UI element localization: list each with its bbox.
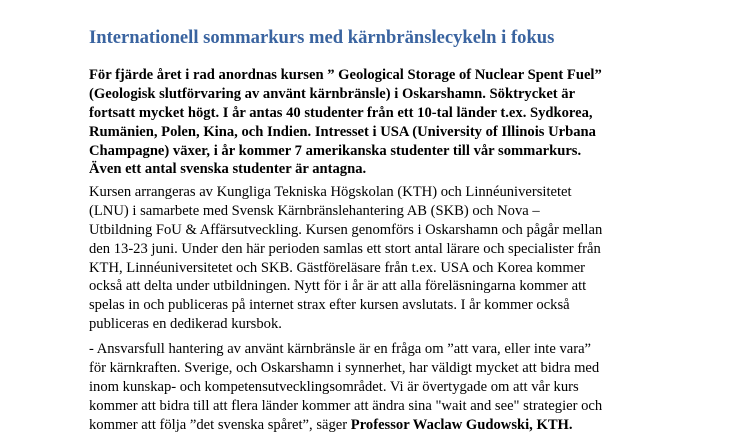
quote-line: inom kunskap- och kompetensutvecklingsområdet. Vi är övertygade om att vår kurs: [89, 378, 579, 395]
body-paragraph: [89, 183, 602, 334]
body-line: KTH, Linnéuniversitetet och SKB. Gästföreläsare från t.ex. USA och Korea kommer: [89, 259, 586, 276]
lead-line: Även ett antal svenska studenter är antagna.: [89, 161, 367, 178]
body-line: också att delta under utbildningen. Nytt för i år är att alla föreläsningarna kommer att: [89, 278, 587, 295]
quote-line: - Ansvarsfull hantering av använt kärnbränsle är en fråga om ”att vara, eller inte vara”: [89, 341, 592, 357]
article-title: Internationell sommarkurs med kärnbränslecykeln i fokus: [89, 27, 555, 48]
lead-line: Rumänien, Polen, Kina, och Indien. Intresset i USA (University of Illinois Urbana: [89, 123, 596, 140]
body-line: Utbildning FoU & Affärsutveckling. Kursen genomförs i Oskarshamn och pågår mellan: [89, 221, 603, 238]
quote-line-last: [89, 416, 602, 434]
body-line: (LNU) i samarbete med Svensk Kärnbränslehantering AB (SKB) och Nova –: [89, 202, 540, 219]
lead-line: (Geologisk slutförvaring av använt kärnbränsle) i Oskarshamn. Söktrycket är: [89, 85, 576, 102]
body-line: spelas in och publiceras på internet strax efter kursen avslutats. I år kommer också: [89, 297, 570, 314]
lead-line: fortsatt mycket högt. I år antas 40 studenter från ett 10-tal länder t.ex. Sydkorea,: [89, 104, 593, 121]
quote-line: kommer att bidra till att flera länder kommer att ändra sina "wait and see" strategier och: [89, 397, 603, 414]
body-line: den 13-23 juni. Under den här perioden samlas ett stort antal lärare och specialister från: [89, 240, 601, 257]
quoted-person: Professor Waclaw Gudowski, KTH.: [350, 416, 573, 433]
quote-paragraph: [89, 340, 602, 434]
lead-paragraph: [89, 66, 602, 179]
body-line: Kursen arrangeras av Kungliga Tekniska Högskolan (KTH) och Linnéuniversitetet: [89, 184, 572, 200]
lead-line: Champagne) växer, i år kommer 7 amerikanska studenter till vår sommarkurs.: [89, 142, 582, 159]
body-line: publiceras en dedikerad kursbok.: [89, 316, 282, 333]
lead-line: För fjärde året i rad anordnas kursen ” Geological Storage of Nuclear Spent Fuel”: [89, 67, 602, 83]
quote-text-end: kommer att följa ”det svenska spåret”, säger: [89, 416, 351, 433]
quote-line: för kärnkraften. Sverige, och Oskarshamn i synnerhet, har väldigt mycket att bidra med: [89, 359, 600, 376]
